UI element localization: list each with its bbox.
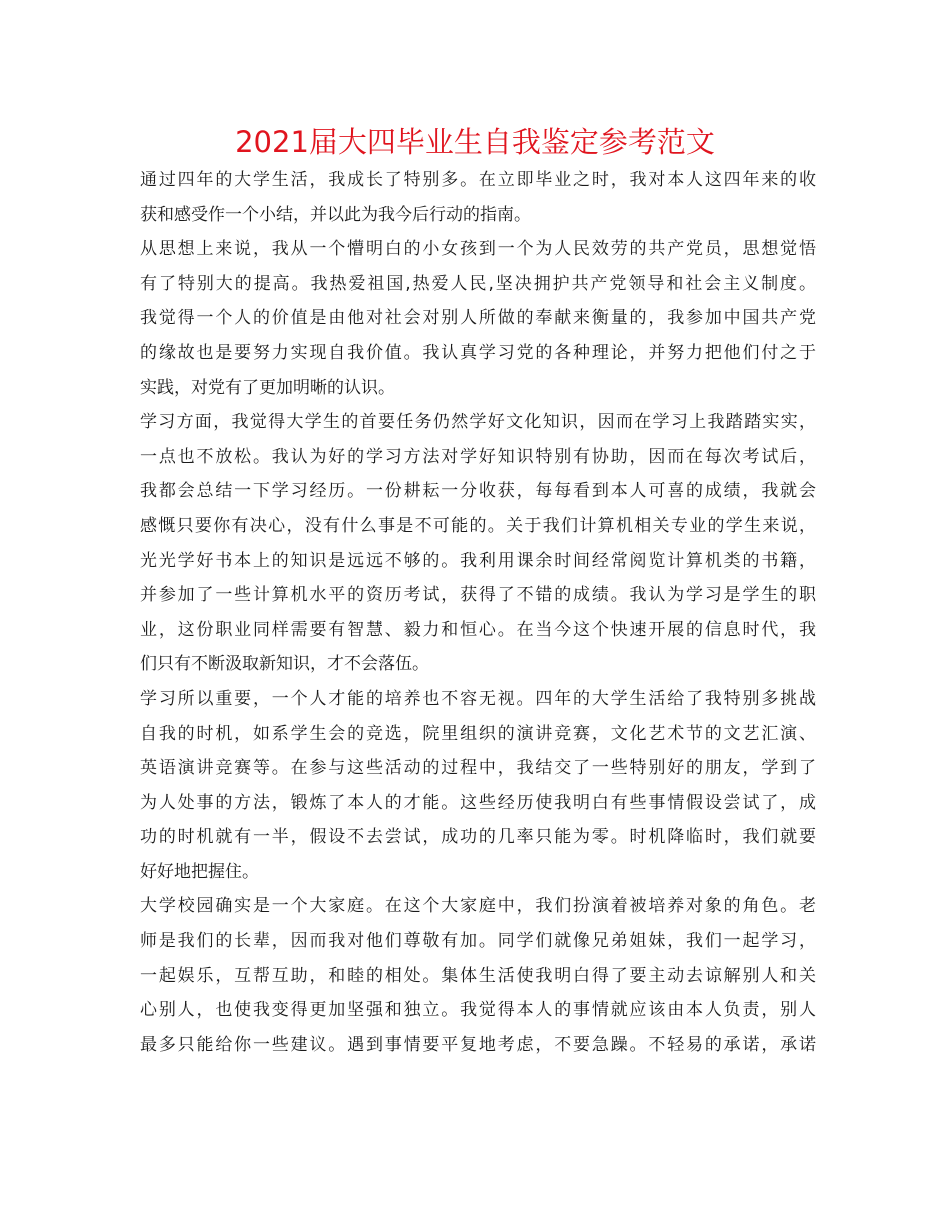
text-line: 学习所以重要，一个人才能的培养也不容无视。四年的大学生活给了我特别多挑战 (140, 688, 816, 709)
text-line: 师是我们的长辈，因而我对他们尊敬有加。同学们就像兄弟姐妹，我们一起学习， (140, 931, 816, 952)
text-line: 一点也不放松。我认为好的学习方法对学好知识特别有协助，因而在每次考试后， (140, 446, 816, 467)
text-line: 我觉得一个人的价值是由他对社会对别人所做的奉献来衡量的，我参加中国共产党 (140, 308, 816, 329)
text-line: 有了特别大的提高。我热爱祖国,热爱人民,坚决拥护共产党领导和社会主义制度。 (140, 273, 816, 294)
document-title: 2021届大四毕业生自我鉴定参考范文 (235, 125, 715, 159)
text-line: 好好地把握住。 (140, 861, 259, 882)
text-line: 我都会总结一下学习经历。一份耕耘一分收获，每每看到本人可喜的成绩，我就会 (140, 481, 816, 502)
text-line: 学习方面，我觉得大学生的首要任务仍然学好文化知识，因而在学习上我踏踏实实， (140, 412, 816, 433)
text-line: 英语演讲竞赛等。在参与这些活动的过程中，我结交了一些特别好的朋友，学到了 (140, 758, 816, 779)
text-line: 心别人，也使我变得更加坚强和独立。我觉得本人的事情就应该由本人负责，别人 (140, 1000, 816, 1021)
text-line: 从思想上来说，我从一个懵明白的小女孩到一个为人民效劳的共产党员，思想觉悟 (140, 239, 816, 260)
text-line: 通过四年的大学生活，我成长了特别多。在立即毕业之时，我对本人这四年来的收 (140, 170, 816, 190)
text-line: 大学校园确实是一个大家庭。在这个大家庭中，我们扮演着被培养对象的角色。老 (140, 896, 816, 917)
text-line: 功的时机就有一半，假设不去尝试，成功的几率只能为零。时机降临时，我们就要 (140, 827, 816, 848)
text-line: 为人处事的方法，锻炼了本人的才能。这些经历使我明白有些事情假设尝试了，成 (140, 792, 816, 813)
text-line: 们只有不断汲取新知识，才不会落伍。 (140, 654, 429, 675)
document-body (140, 163, 816, 1062)
text-line: 感慨只要你有决心，没有什么事是不可能的。关于我们计算机相关专业的学生来说， (140, 515, 816, 536)
text-line: 一起娱乐，互帮互助，和睦的相处。集体生活使我明白得了要主动去谅解别人和关 (140, 965, 816, 986)
text-line: 自我的时机，如系学生会的竞选，院里组织的演讲竞赛，文化艺术节的文艺汇演、 (140, 723, 816, 744)
text-line: 并参加了一些计算机水平的资历考试，获得了不错的成绩。我认为学习是学生的职 (140, 585, 816, 606)
text-line: 业，这份职业同样需要有智慧、毅力和恒心。在当今这个快速开展的信息时代，我 (140, 619, 816, 640)
text-line: 的缘故也是要努力实现自我价值。我认真学习党的各种理论，并努力把他们付之于 (140, 342, 816, 363)
text-line: 最多只能给你一些建议。遇到事情要平复地考虑，不要急躁。不轻易的承诺，承诺 (140, 1034, 816, 1055)
text-line: 获和感受作一个小结，并以此为我今后行动的指南。 (140, 204, 531, 225)
text-line: 光光学好书本上的知识是远远不够的。我利用课余时间经常阅览计算机类的书籍， (140, 550, 816, 571)
text-line: 实践，对党有了更加明晰的认识。 (140, 377, 395, 398)
